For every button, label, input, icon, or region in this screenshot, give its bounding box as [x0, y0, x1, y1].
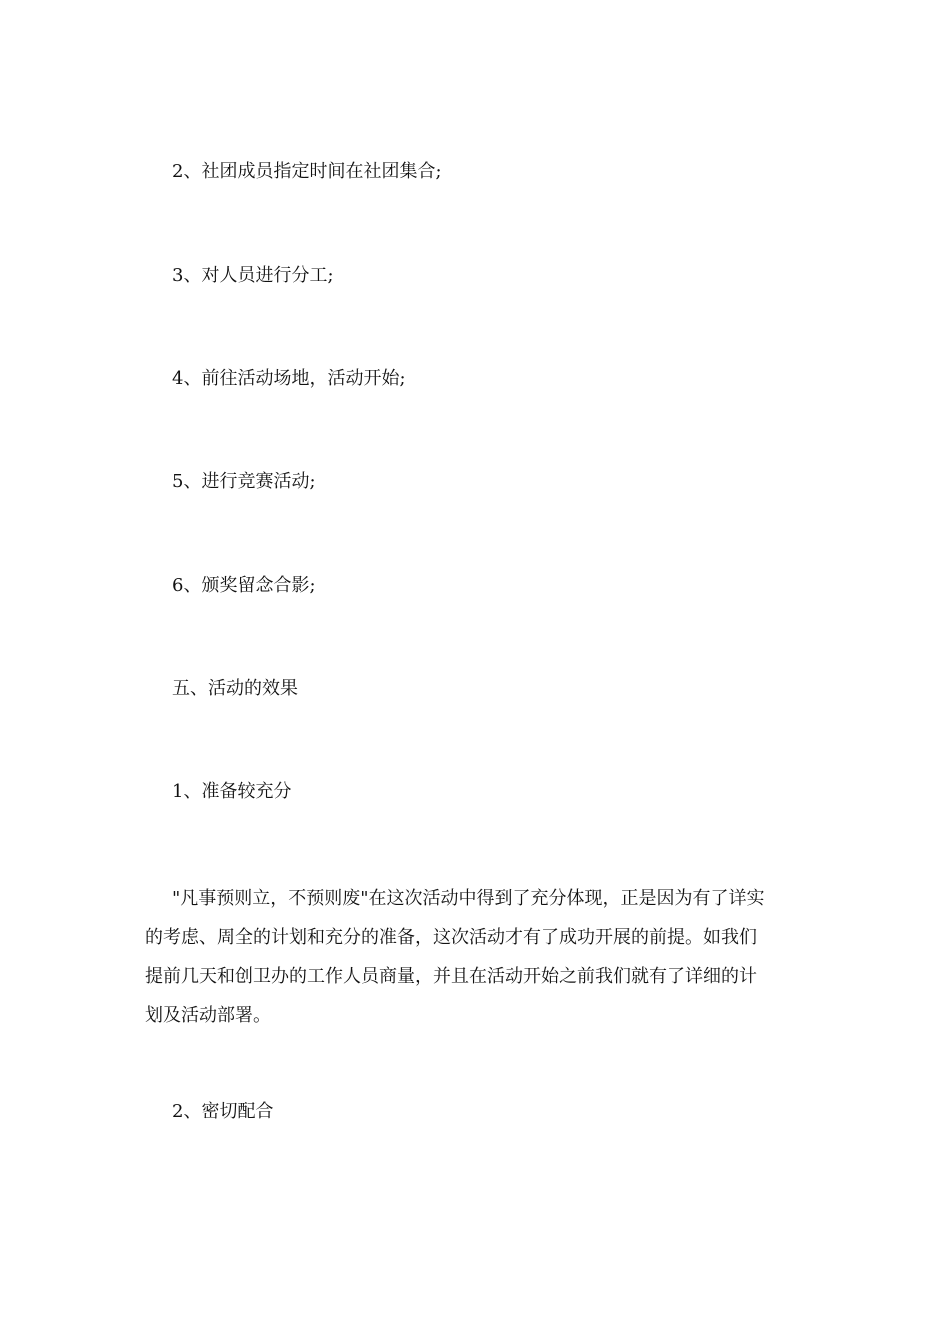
paragraph-line: "凡事预则立，不预则废"在这次活动中得到了充分体现，正是因为有了详实: [172, 888, 765, 909]
list-item: 2、社团成员指定时间在社团集合;: [172, 161, 442, 182]
list-item: 3、对人员进行分工;: [172, 265, 334, 286]
list-item: 6、颁奖留念合影;: [172, 575, 316, 596]
paragraph-line: 划及活动部署。: [145, 1005, 271, 1026]
list-item: 5、进行竞赛活动;: [172, 471, 316, 492]
paragraph-line: 的考虑、周全的计划和充分的准备，这次活动才有了成功开展的前提。如我们: [145, 927, 757, 948]
subheading: 2、密切配合: [172, 1101, 274, 1122]
paragraph-line: 提前几天和创卫办的工作人员商量，并且在活动开始之前我们就有了详细的计: [145, 966, 757, 987]
list-item: 4、前往活动场地，活动开始;: [172, 368, 406, 389]
body-paragraph: [145, 879, 810, 1035]
subheading: 1、准备较充分: [172, 781, 292, 802]
section-heading: 五、活动的效果: [172, 678, 298, 699]
